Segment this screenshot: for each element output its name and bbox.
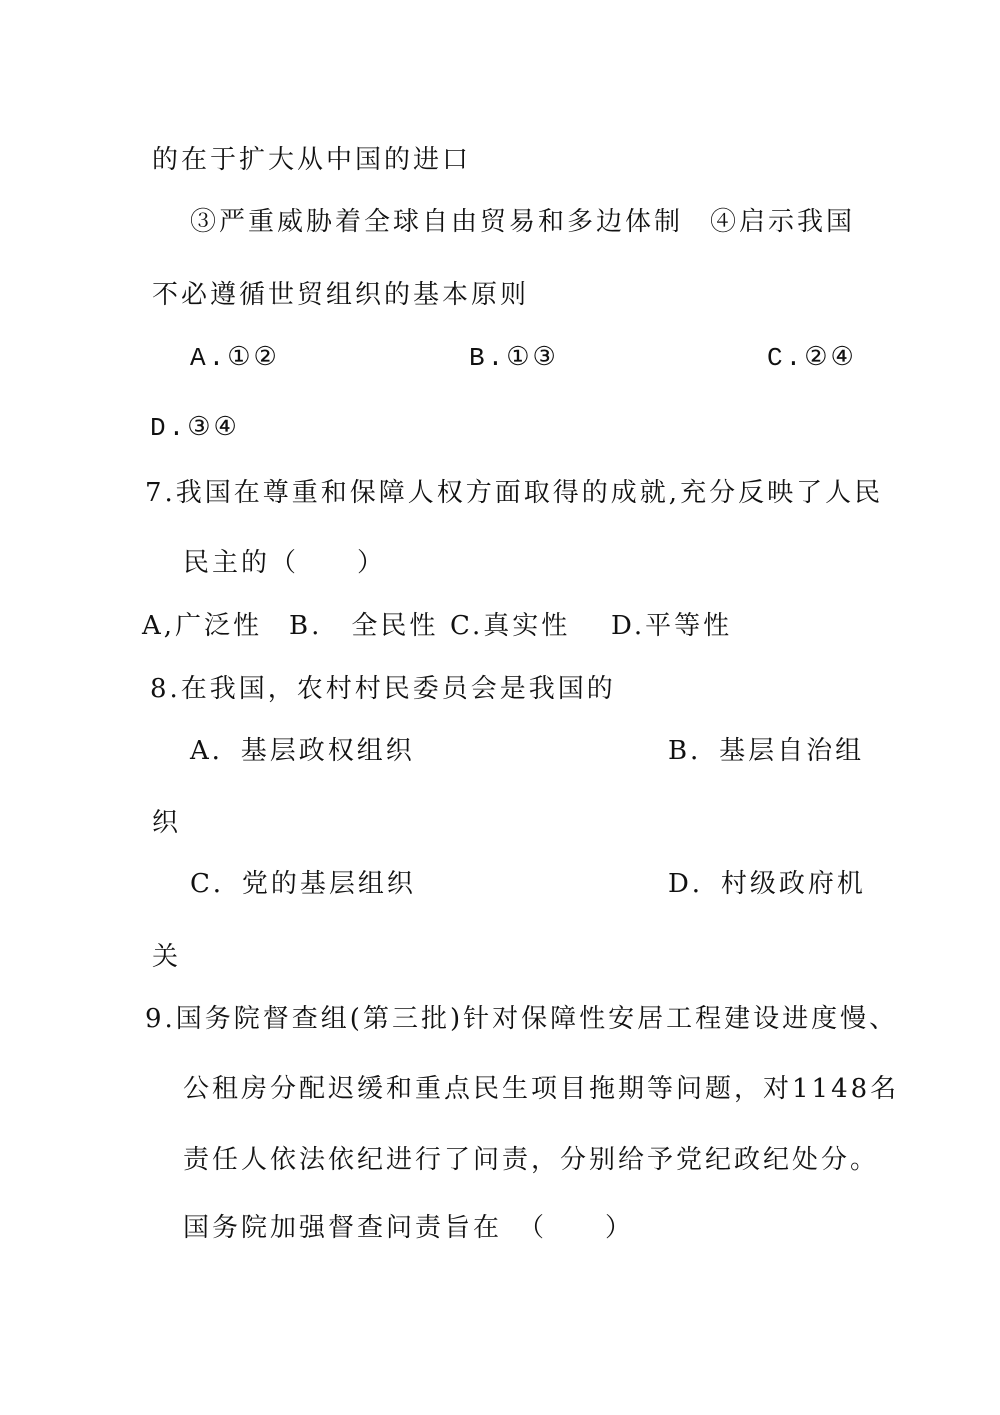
q6-statement-4-start: ④启示我国 <box>710 207 856 237</box>
q6-statement-4-end: 不必遵循世贸组织的基本原则 <box>152 280 530 310</box>
q6-option-a: A.①② <box>190 343 280 373</box>
q7-stem-line-2: 民主的（ ） <box>183 548 387 578</box>
q7-option-c: C.真实性 <box>450 611 571 641</box>
q8-stem: 8.在我国，农村村民委员会是我国的 <box>150 674 616 704</box>
q8-option-b-end: 织 <box>152 808 182 838</box>
q9-stem-line-1: 9.国务院督查组(第三批)针对保障性安居工程建设进度慢、 <box>145 1004 899 1034</box>
q7-stem-line-1: 7.我国在尊重和保障人权方面取得的成就,充分反映了人民 <box>145 478 884 508</box>
q9-stem-line-3: 责任人依法依纪进行了问责，分别给予党纪政纪处分。 <box>183 1145 880 1175</box>
q8-option-c: C．党的基层组织 <box>190 869 416 899</box>
q6-continuation-line: 的在于扩大从中国的进口 <box>152 145 472 175</box>
q6-option-c: C.②④ <box>767 343 857 373</box>
q8-option-a: A．基层政权组织 <box>190 736 415 766</box>
q8-option-d-start: D．村级政府机 <box>668 869 866 899</box>
q9-stem-line-2: 公租房分配迟缓和重点民生项目拖期等问题，对1148名 <box>183 1074 900 1104</box>
q6-statement-3: ③严重威胁着全球自由贸易和多边体制 <box>190 207 684 237</box>
q8-option-b-start: B．基层自治组 <box>668 736 865 766</box>
q7-option-b: B. 全民性 <box>289 611 439 641</box>
q6-option-b: B.①③ <box>469 343 559 373</box>
q8-option-d-end: 关 <box>152 942 182 972</box>
q7-option-d: D.平等性 <box>611 611 733 641</box>
q7-option-a: A,广泛性 <box>142 611 263 641</box>
q6-option-d: D.③④ <box>150 413 240 443</box>
q9-stem-line-4: 国务院加强督查问责旨在 （ ） <box>183 1213 635 1243</box>
